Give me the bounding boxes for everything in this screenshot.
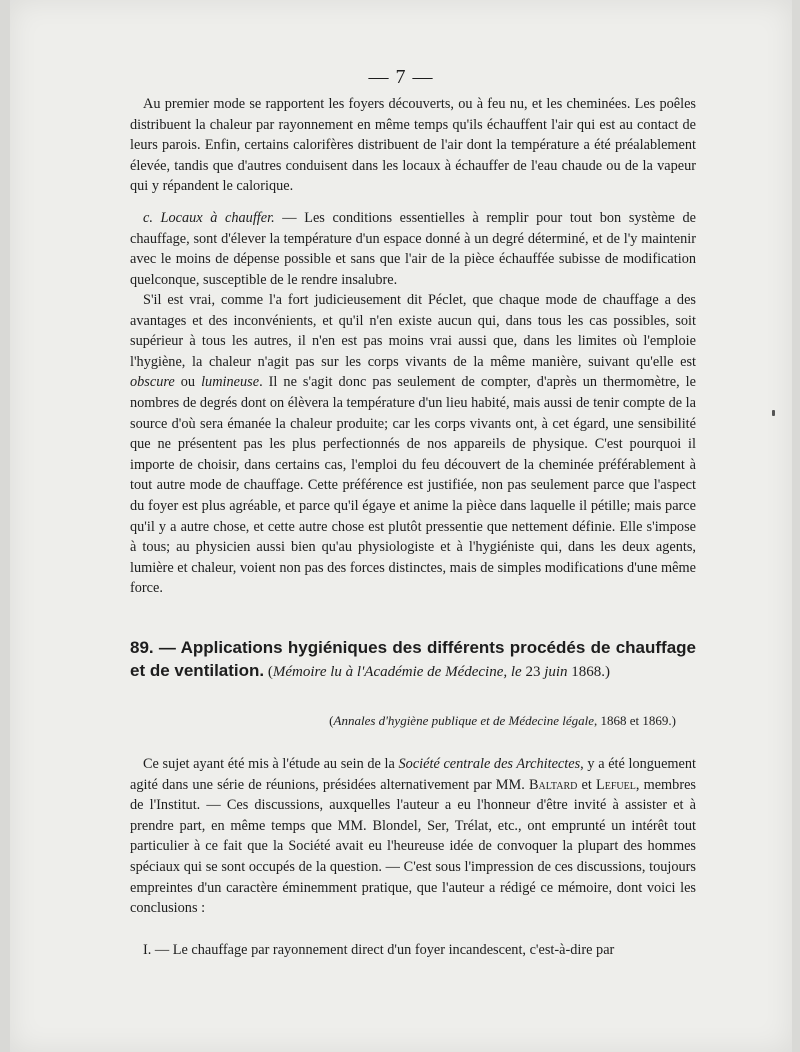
- source-citation: (Annales d'hygiène publique et de Médecine légale, 1868 et 1869.): [329, 713, 676, 728]
- section-heading-89: 89. — Applications hygiéniques des différents procédés de chauffage et de ventilation. (Mémoire lu à l'Académie de Médecine, le 23 juin 1868.): [130, 638, 696, 680]
- section-label-c: c. Locaux à chauffer.: [143, 210, 275, 226]
- paragraph-conclusion-1: I. — Le chauffage par rayonnement direct d'un foyer incandescent, c'est-à-dire par: [143, 942, 615, 958]
- page-number: — 7 —: [368, 66, 434, 88]
- paragraph-locaux-a-chauffer: c. Locaux à chauffer. — Les conditions essentielles à remplir pour tout bon système de chauffage, sont d'élever la température d'un espace donné à un degré déterminé, et de l'y maintenir avec le moins de dépense possible et sans que l'air de la pièce échauffée subisse de modification quelconque, susceptible de le rendre insalubre.: [130, 210, 697, 288]
- paragraph-societe-architectes: Ce sujet ayant été mis à l'étude au sein de la Société centrale des Architectes, y a été longuement agité dans une série de réunions, présidées alternativement par MM. Baltard et Lefuel, membres de l'Institut. — Ces discussions, auxquelles l'auteur a eu l'honneur d'être invité à assister et à prendre part, en même temps que MM. Blondel, Ser, Trélat, etc., ont emprunté un intérêt tout particulier à ce fait que la Société avait eu l'heureuse idée de convoquer la plupart des hommes spéciaux qui se sont occupés de la question. — C'est sous l'impression de ces discussions, toujours empreintes d'un caractère éminemment pratique, que l'auteur a rédigé ce mémoire, dont voici les conclusions :: [130, 756, 697, 917]
- document-page: [10, 0, 792, 1052]
- margin-mark: [772, 410, 775, 416]
- paragraph-peclet: S'il est vrai, comme l'a fort judicieusement dit Péclet, que chaque mode de chauffage a des avantages et des inconvénients, et qu'il n'en existe aucun qui, dans tous les cas possibles, soit supérieur à tous les autres, il n'en est pas moins vrai aussi que, dans les limites où l'emploie l'hygiène, la chaleur n'agit pas sur les corps vivants de la même manière, suivant qu'elle est obscure ou lumineuse. Il ne s'agit donc pas seulement de compter, d'après un thermomètre, le nombres de degrés dont on élèvera la température d'un lieu habité, mais aussi de tenir compte de la source d'où sera émanée la chaleur produite; car les corps vivants ont, à cet égard, une sensibilité que ne présentent pas les plus perfectionnés de nos appareils de physique. C'est pourquoi il importe de choisir, dans certains cas, l'emploi du feu découvert de la cheminée préférablement à tout autre mode de chauffage. Cette préférence est justifiée, non pas seulement parce que l'aspect du foyer est plus agréable, et parce qu'il égaye et anime la pièce dans laquelle il pétille; mais parce qu'il y a autre chose, et cette autre chose est plutôt pressentie que nettement définie. Elle s'impose à tous; au physicien aussi bien qu'au physiologiste et à l'hygiéniste qui, dans les deux agents, lumière et chaleur, voient non pas des forces distinctes, mais de simples modifications d'une même force.: [130, 292, 696, 597]
- paragraph-heating-modes: Au premier mode se rapportent les foyers découverts, ou à feu nu, et les cheminées. Les poêles distribuent la chaleur par rayonnement en même temps qu'ils échauffent l'air qui est au contact de leurs parois. Enfin, certains calorifères distribuent de l'air dont la température a été préalablement élevée, tandis que d'autres conduisent dans les locaux à échauffer de l'eau chaude ou de la vapeur qui y répandent le calorique.: [130, 96, 696, 195]
